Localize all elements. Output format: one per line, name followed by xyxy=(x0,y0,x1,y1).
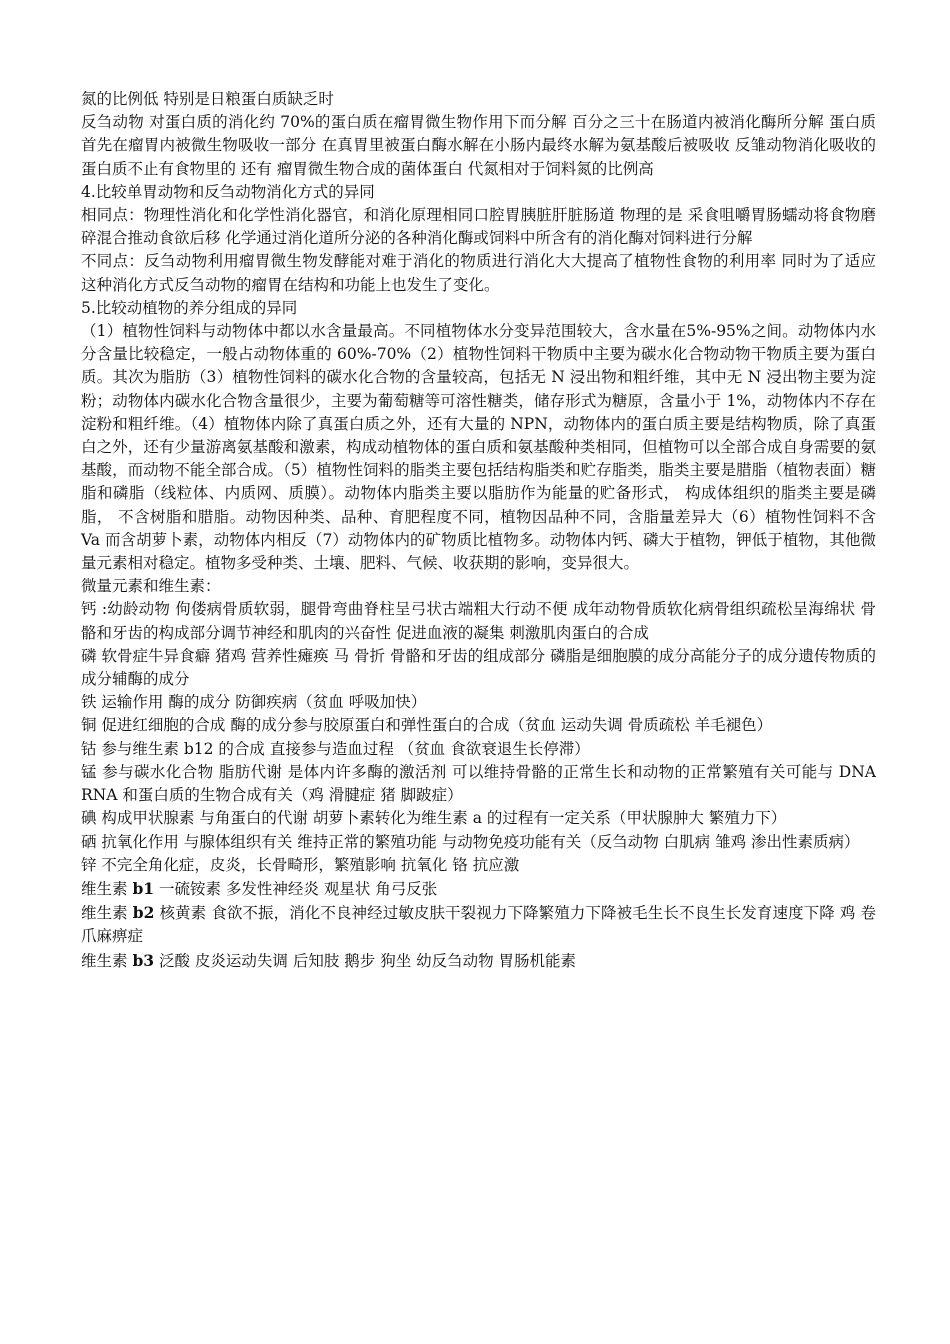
paragraph: 锰 参与碳水化合物 脂肪代谢 是体内许多酶的激活剂 可以维持骨骼的正常生长和动物的正常繁殖有关可能与 DNA RNA 和蛋白质的生物合成有关（鸡 滑腱症 猪 脚跛症） xyxy=(81,762,876,805)
paragraph: 氮的比例低 特别是日粮蛋白质缺乏时 xyxy=(81,90,334,108)
vitamin-text: 泛酸 皮炎运动失调 后知肢 鹅步 狗坐 幼反刍动物 胃肠机能素 xyxy=(154,951,577,970)
paragraph: （1）植物性饲料与动物体中都以水含量最高。不同植物体水分变异范围较大，含水量在5%-95%之间。动物体内水分含量比较稳定，一般占动物体重的 60%-70%（2）植物性饲料干物质中主要为碳水化合物动物干物质主要为蛋白质。其次为脂肪（3）植物性饲料的碳水化合物的含量较高，包括无 N 浸出物和粗纤维，其中无 N 浸出物主要为淀粉；动物体内碳水化合物含量很少，主要为葡萄糖等可溶性糖类，储存形式为糖原，含量小于 1%，动物体内不存在淀粉和粗纤维。（4）植物体内除了真蛋白质之外，还有大量的 NPN，动物体内的蛋白质主要是结构物质，除了真蛋白之外，还有少量游离氨基酸和激素，构成动植物体的蛋白质和氨基酸种类相同，但植物可以全部合成自身需要的氨基酸，而动物不能全部合成。（5）植物性饲料的脂类主要包括结构脂类和贮存脂类，脂类主要是腊脂（植物表面）糖脂和磷脂（线粒体、内质网、质膜）。动物体内脂类主要以脂肪作为能量的贮备形式， 构成体组织的脂类主要是磷脂， 不含树脂和腊脂。动物因种类、品种、育肥程度不同，植物因品种不同，含脂量差异大（6）植物性饲料不含 Va 而含胡萝卜素，动物体内相反（7）动物体内的矿物质比植物多。动物体内钙、磷大于植物，钾低于植物，其他微量元素相对稳定。植物多受种类、土壤、肥料、气候、收获期的影响，变异很大。 xyxy=(81,322,876,573)
paragraph: 钴 参与维生素 b12 的合成 直接参与造血过程 （贫血 食欲衰退生长停滞） xyxy=(81,739,590,758)
paragraph: 碘 构成甲状腺素 与角蛋白的代谢 胡萝卜素转化为维生素 a 的过程有一定关系（甲状腺肿大 繁殖力下） xyxy=(81,809,787,828)
paragraph: 不同点：反刍动物利用瘤胃微生物发酵能对难于消化的物质进行消化大大提高了植物性食物的利用率 同时为了适应这种消化方式反刍动物的瘤胃在结构和功能上也发生了变化。 xyxy=(81,252,876,294)
paragraph: 硒 抗氧化作用 与腺体组织有关 维持正常的繁殖功能 与动物免疫功能有关（反刍动物 白肌病 雏鸡 渗出性素质病） xyxy=(81,832,860,851)
paragraph: 铁 运输作用 酶的成分 防御疾病（贫血 呼吸加快） xyxy=(81,693,427,712)
document-page xyxy=(81,88,876,973)
section-heading: 4.比较单胃动物和反刍动物消化方式的异同 xyxy=(81,182,375,201)
vitamin-b2-line xyxy=(81,901,876,948)
paragraph: 相同点：物理性消化和化学性消化器官，和消化原理相同口腔胃胰脏肝脏肠道 物理的是 采食咀嚼胃肠蠕动将食物磨碎混合推动食欲后移 化学通过消化道所分泌的各种消化酶或饲料中所含有的消化酶对饲料进行分解 xyxy=(81,206,876,248)
vitamin-text: 一硫铵素 多发性神经炎 观星状 角弓反张 xyxy=(154,879,438,898)
section-heading: 微量元素和维生素： xyxy=(81,577,221,596)
vitamin-text: 核黄素 食欲不振，消化不良神经过敏皮肤干裂视力下降繁殖力下降被毛生长不良生长发育速度下降 鸡 卷爪麻痹症 xyxy=(81,904,876,946)
vitamin-b3-line xyxy=(81,949,876,973)
vitamin-code: b2 xyxy=(132,903,155,923)
vitamin-code: b1 xyxy=(132,878,155,898)
section-heading: 5.比较动植物的养分组成的异同 xyxy=(81,298,298,317)
vitamin-code: b3 xyxy=(132,950,155,970)
vitamin-prefix: 维生素 xyxy=(81,904,133,923)
paragraph: 反刍动物 对蛋白质的消化约 70%的蛋白质在瘤胃微生物作用下而分解 百分之三十在肠道内被消化酶所分解 蛋白质首先在瘤胃内被微生物吸收一部分 在真胃里被蛋白酶水解在小肠内最终水解为氨基酸后被吸收 反雏动物消化吸收的蛋白质不止有食物里的 还有 瘤胃微生物合成的菌体蛋白 代氮相对于饲料氮的比例高 xyxy=(81,113,876,178)
paragraph: 锌 不完全角化症，皮炎，长骨畸形，繁殖影响 抗氧化 铬 抗应激 xyxy=(81,855,520,874)
paragraph: 磷 软骨症牛异食癖 猪鸡 营养性瘫痪 马 骨折 骨骼和牙齿的组成部分 磷脂是细胞膜的成分高能分子的成分遗传物质的成分辅酶的成分 xyxy=(81,646,876,689)
paragraph: 钙 :幼龄动物 佝偻病骨质软弱，腿骨弯曲脊柱呈弓状古端粗大行动不便 成年动物骨质软化病骨组织疏松呈海绵状 骨骼和牙齿的构成部分调节神经和肌肉的兴奋性 促进血液的凝集 刺激肌肉蛋白的合成 xyxy=(81,600,876,642)
paragraph: 铜 促进红细胞的合成 酶的成分参与胶原蛋白和弹性蛋白的合成（贫血 运动失调 骨质疏松 羊毛褪色） xyxy=(81,716,773,735)
vitamin-b1-line xyxy=(81,877,876,901)
vitamin-prefix: 维生素 xyxy=(81,951,133,970)
vitamin-prefix: 维生素 xyxy=(81,879,133,898)
